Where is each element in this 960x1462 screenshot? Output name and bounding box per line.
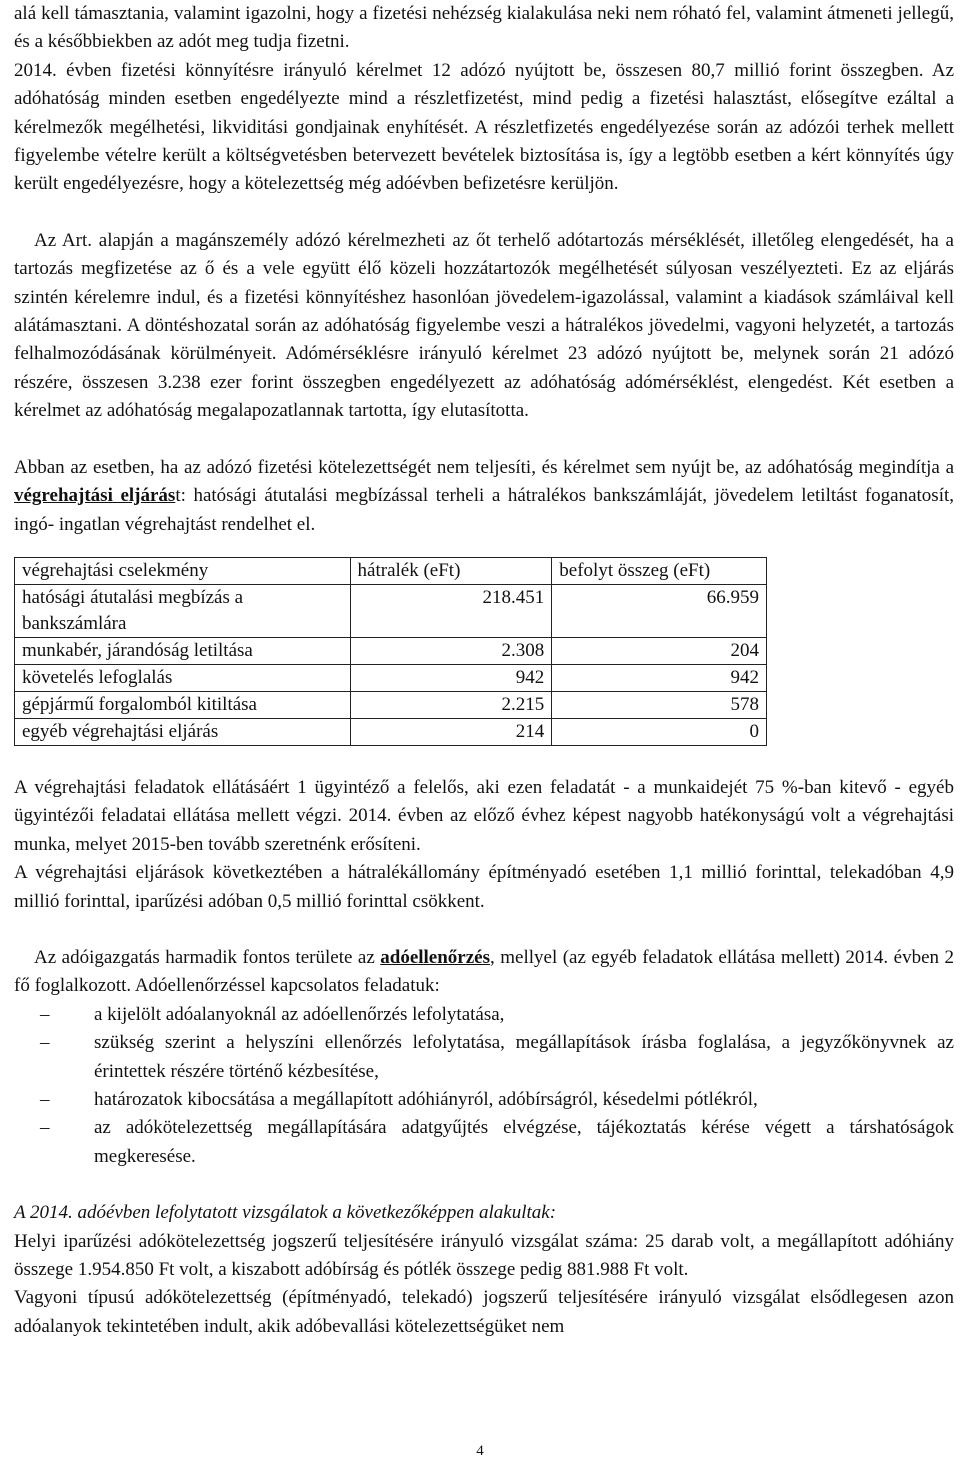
list-item-text: határozatok kibocsátása a megállapított adóhiányról, adóbírságról, késedelmi pótlékról, — [94, 1088, 758, 1110]
table-cell: követelés lefoglalás — [15, 664, 351, 691]
list-item-text: az adókötelezettség megállapítására adatgyűjtés elvégzése, tájékoztatás kérése végett a társhatóságok megkeresése. — [94, 1117, 954, 1167]
table-header-cell: befolyt összeg (eFt) — [552, 557, 767, 584]
list-item — [14, 1086, 954, 1114]
dash-bullet: – — [40, 1003, 50, 1025]
text-span: t: hatósági átutalási megbízással terheli a hátralékos bankszámláját, jövedelem letiltást foganatosít, ingó- ingatlan végrehajtást rendelhet el. — [14, 485, 954, 535]
list-item-text: a kijelölt adóalanyoknál az adóellenőrzés lefolytatása, — [94, 1003, 505, 1025]
table-cell: 578 — [552, 691, 767, 718]
text-span: Az adóigazgatás harmadik fontos területe az — [34, 946, 381, 968]
table-row — [15, 637, 767, 664]
paragraph-enforcement-staff: A végrehajtási feladatok ellátásáért 1 ügyintéző a felelős, aki ezen feladatát - a munkaidejét 75 %-ban kitevő - egyéb ügyintézői feladatai ellátása mellett végzi. 2014. évben az előző évhez képest nagyobb hatékonyságú volt a végrehajtási munka, melyet 2015-ben tovább szeretnénk erősíteni. — [14, 776, 954, 855]
text-line: 2014. évben fizetési könnyítésre irányuló kérelmet 12 adózó nyújtott be, összesen 80,7 millió — [14, 59, 780, 81]
text-line: forint összegben. Az adóhatóság minden esetben engedélyezte mind a részletfizetést, mind pedig a fizetési halasztást, elősegítve ezáltal a kérelmezők megélhetési, likviditási gondjainak enyhítését. — [14, 59, 955, 138]
paragraph-business-tax-audit: Helyi iparűzési adókötelezettség jogszerű teljesítésére irányuló vizsgálat száma: 25 darab volt, a megállapított adóhiány összege 1.954.850 Ft volt, a kiszabott adóbírság és pótlék összege pedig 881.988 Ft volt. — [14, 1230, 954, 1280]
list-item — [14, 1001, 954, 1029]
table-header-row — [15, 557, 767, 584]
dash-bullet: – — [40, 1032, 50, 1054]
table-cell: 214 — [350, 718, 552, 745]
table-cell: munkabér, járandóság letiltása — [15, 637, 351, 664]
text-span: Abban az esetben, ha az adózó fizetési kötelezettségét nem teljesíti, és kérelmet sem nyújt be, az adóhatóság megindítja a — [14, 456, 954, 478]
table-row — [15, 664, 767, 691]
table-cell: 204 — [552, 637, 767, 664]
tax-audit-term: adóellenőrzés — [380, 946, 491, 968]
text-line: A részletfizetés engedélyezése során az adózói terhek mellett figyelembe vételre került a költségvetésben betervezett bevételek biztosítása is, így a legtöbb esetben a kért könnyítés úgy került engedélyezésre, hogy a kötelezettség még adóévben befizetésre kerüljön. — [14, 116, 955, 195]
list-item — [14, 1029, 954, 1086]
table-cell: 218.451 — [350, 584, 552, 637]
page-number: 4 — [476, 1443, 484, 1459]
list-item — [14, 1114, 954, 1171]
table-cell: egyéb végrehajtási eljárás — [15, 718, 351, 745]
dash-bullet: – — [40, 1088, 50, 1110]
enforcement-procedure-term: végrehajtási eljárás — [14, 485, 176, 507]
paragraph-property-tax-audit: Vagyoni típusú adókötelezettség (építményadó, telekadó) jogszerű teljesítésére irányuló vizsgálat elsődlegesen azon adóalanyok tekintetében indult, akik adóbevallási kötelezettségüket nem — [14, 1287, 954, 1337]
list-item-text: szükség szerint a helyszíni ellenőrzés lefolytatása, megállapítások írásba foglalása, a jegyzőkönyvnek az érintettek részére történő kézbesítése, — [94, 1032, 954, 1082]
text-span: , mellyel (az egyéb feladatok ellátása mellett) 2014. évben 2 fő foglalkozott. Adóellenőrzéssel kapcsolatos feladatuk: — [14, 946, 954, 997]
document-page — [14, 0, 954, 1341]
section-heading-audits: A 2014. adóévben lefolytatott vizsgálatok a következőképpen alakultak: — [14, 1202, 557, 1224]
table-cell: 942 — [350, 664, 552, 691]
table-cell: hatósági átutalási megbízás a bankszámlára — [15, 584, 351, 637]
table-header-cell: hátralék (eFt) — [350, 557, 552, 584]
table-cell: gépjármű forgalomból kitiltása — [15, 691, 351, 718]
audit-task-list — [14, 1001, 954, 1171]
table-row — [15, 584, 767, 637]
enforcement-table — [14, 557, 767, 746]
paragraph-tax-audit — [14, 944, 954, 1001]
text-line: alá kell támasztania, valamint igazolni, hogy a fizetési nehézség kialakulása neki nem róható fel, — [14, 3, 751, 24]
dash-bullet: – — [40, 1117, 50, 1139]
table-cell: 0 — [552, 718, 767, 745]
table-cell: 66.959 — [552, 584, 767, 637]
table-row — [15, 718, 767, 745]
paragraph-arrears-decrease: A végrehajtási eljárások következtében a hátralékállomány építményadó esetében 1,1 millió forinttal, telekadóban 4,9 millió forinttal, iparűzési adóban 0,5 millió forinttal csökkent. — [14, 862, 954, 912]
table-cell: 2.308 — [350, 637, 552, 664]
table-cell: 942 — [552, 664, 767, 691]
paragraph-payment-relief — [14, 0, 954, 199]
paragraph-enforcement — [14, 454, 954, 539]
paragraph-tax-reduction: Az Art. alapján a magánszemély adózó kérelmezheti az őt terhelő adótartozás mérséklését, illetőleg elengedését, ha a tartozás megfizetése az ő és a vele együtt élő közeli hozzátartozók megélhetését súlyosan veszélyezteti. Ez az eljárás szintén kérelemre indul, és a fizetési könnyítéshez hasonlóan jövedelem-igazolással, valamint a kiadások számláival kell alátámasztani. A döntéshozatal során az adóhatóság figyelembe veszi a hátralékos jövedelmi, vagyoni helyzetét, a tartozás felhalmozódásának körülményeit. Adómérséklésre irányuló kérelmet 23 adózó nyújtott be, melynek során 21 adózó részére, összesen 3.238 ezer forint összegben engedélyezett az adóhatóság adómérséklést, elengedést. Két esetben a kérelmet az adóhatóság megalapozatlannak tartotta, így elutasította. — [14, 229, 954, 422]
table-header-cell: végrehajtási cselekmény — [15, 557, 351, 584]
text-line: valamint átmeneti jellegű, és a későbbiekben az adót meg tudja fizetni. — [14, 3, 954, 53]
table-row — [15, 691, 767, 718]
table-cell: 2.215 — [350, 691, 552, 718]
